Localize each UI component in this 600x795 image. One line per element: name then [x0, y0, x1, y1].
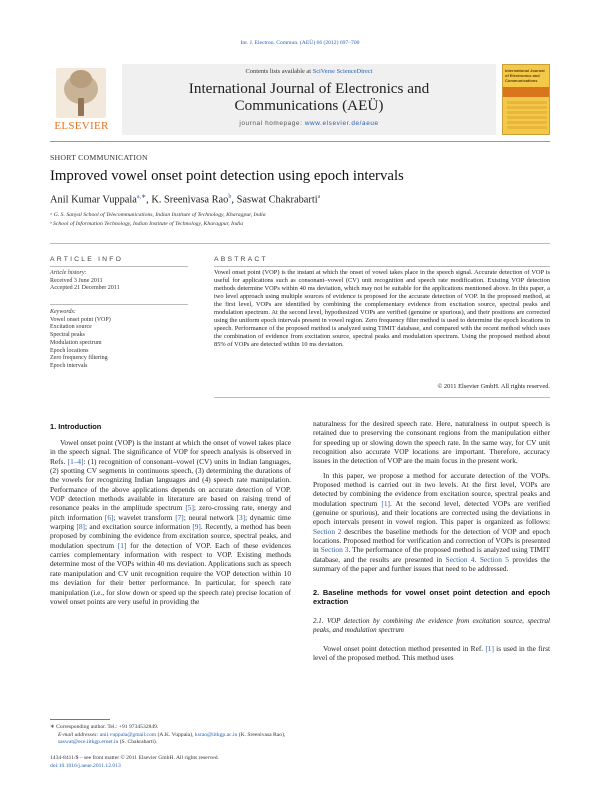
issn-line: 1434-8411/$ – see front matter © 2011 Elsevier GmbH. All rights reserved.: [50, 755, 219, 761]
author-affil-link[interactable]: a: [317, 194, 321, 200]
cover-pattern: [507, 101, 547, 131]
journal-title: International Journal of Electronics and Communications (AEÜ): [188, 80, 430, 114]
publisher-name: ELSEVIER: [54, 120, 109, 132]
affiliation-a: ᵃ G. S. Sanyal School of Telecommunications, Indian Institute of Technology, Kharagpur, India: [50, 212, 266, 218]
paragraph: Vowel onset point (VOP) is the instant at which the onset of vowel takes place in the speech signal. The significance of VOP for speech analysis is observed in Refs. [1–4]: (1) recognition of consonant–vowel (CV) units in Indian languages, (2) spotting CV segments in continuous speech, (3) determining the durations of the vowels for recognizing Indian languages and (4) speech rate manipulation. Performance of the above applications depends on accurate detection of VOP. VOP detection methods available in literature are based on raising trend of resonance peaks in the amplitude spectrum [5]; zero-crossing rate, energy and pitch information [6]; wavelet transform [7]; neural network [3]; dynamic time warping [8]; and excitation source information [9]. Recently, a method has been proposed by combining the evidence from excitation source, spectral peaks, and modulation spectrum [1] for the detection of VOP. Each of these evidences carries complementary information with respect to VOP. Existing methods determine most of the VOPs within 40 ms deviation. Applications such as speech rate manipulation and CV unit recognition require the VOP detection within 10 ms deviation for their better performance. In particular, for speech rate manipulation (i.e., for slow down or speed up the speech rate) precise location of vowel onset points are very useful in providing the: [50, 438, 291, 606]
email-link[interactable]: anil.vuppala@gmail.com: [99, 732, 157, 738]
footnote-divider: [50, 719, 110, 720]
section-link[interactable]: Section 3: [320, 545, 349, 555]
corresponding-author-note: ∗ Corresponding author. Tel.: +91 9734532849.: [50, 724, 159, 730]
section-link[interactable]: Section 4: [445, 554, 475, 564]
ref-link[interactable]: [5]: [185, 503, 194, 513]
paragraph: naturalness for the desired speech rate. Here, naturalness in output speech is retained due to preserving the consonant regions from the manipulation either for speeding up or slowing down the speech rate. In the same way, for CV unit recognition also accurate VOP locations are important. Therefore, accuracy issues in the detection of VOP are the main focus in the present work.: [313, 419, 550, 466]
ref-link[interactable]: [8]: [76, 522, 86, 532]
keyword-item: Epoch locations: [50, 347, 89, 354]
section-heading-introduction: 1. Introduction: [50, 422, 102, 431]
author-name: , K. Sreenivasa Rao: [146, 194, 229, 206]
keyword-item: Zero frequency filtering: [50, 355, 108, 362]
ref-link[interactable]: [3]: [236, 512, 246, 522]
homepage-link[interactable]: www.elsevier.de/aeue: [304, 120, 379, 127]
journal-citation[interactable]: Int. J. Electron. Commun. (AEÜ) 66 (2012) 697–700: [240, 40, 360, 46]
keyword-item: Vowel onset point (VOP): [50, 316, 111, 323]
ref-link[interactable]: [1–4]: [67, 456, 84, 466]
abstract-divider-top: [214, 266, 550, 267]
doi-line: [50, 763, 290, 770]
header-divider: [50, 243, 550, 244]
cover-title: International Journal of Electronics and Communications: [505, 68, 545, 83]
email-link[interactable]: ksrao@iitkgp.ac.in: [194, 732, 238, 738]
abstract-divider: [214, 397, 550, 398]
ref-link[interactable]: [1]: [485, 643, 494, 653]
author-affil-link[interactable]: a,∗: [136, 194, 147, 200]
left-column-body: [50, 438, 291, 606]
masthead-center: [122, 64, 496, 135]
tree-logo-icon: [56, 68, 106, 118]
abstract-heading: ABSTRACT: [214, 256, 268, 263]
article-history: Article history: Received 3 June 2011 Accepted 21 December 2011: [50, 270, 188, 293]
ref-link[interactable]: [6]: [104, 512, 114, 522]
sciencedirect-link[interactable]: SciVerse ScienceDirect: [312, 68, 373, 75]
journal-masthead: [50, 64, 550, 136]
copyright-line: © 2011 Elsevier GmbH. All rights reserved.: [437, 383, 550, 390]
email-note: E-mail addresses: anil.vuppala@gmail.com (A.K. Vuppala), ksrao@iitkgp.ac.in (K. Sreenivasa Rao), saswat@ece.iitkgp.ernet.in (S. Chakrabarti).: [58, 732, 286, 746]
keyword-item: Spectral peaks: [50, 332, 85, 339]
contents-line: Contents lists available at SciVerse ScienceDirect: [245, 68, 373, 75]
email-link[interactable]: saswat@ece.iitkgp.ernet.in: [58, 739, 119, 746]
section-link[interactable]: Section 5: [479, 554, 509, 564]
right-column-body: [313, 419, 550, 662]
info-divider-mid: [50, 304, 188, 305]
info-divider-top: [50, 266, 188, 267]
subsection-heading: 2.1. VOP detection by combining the evidence from excitation source, spectral peaks, and modulation spectrum: [313, 616, 550, 634]
author-name: , Saswat Chakrabarti: [231, 194, 318, 206]
author-list: [50, 193, 320, 205]
section-heading-baseline: 2. Baseline methods for vowel onset point detection and epoch extraction: [313, 587, 550, 606]
paragraph: Vowel onset point detection method presented in Ref. [1] is used in the first level of the proposed method. This method uses: [313, 643, 550, 662]
cover-band: [503, 87, 550, 97]
author-name: Anil Kumar Vuppala: [50, 194, 137, 206]
elsevier-logo[interactable]: [50, 64, 113, 135]
ref-link[interactable]: [1]: [117, 540, 127, 550]
section-link[interactable]: Section 2: [313, 526, 342, 536]
abstract-text: Vowel onset point (VOP) is the instant at which the onset of vowel takes place in the speech signal. Accurate detection of VOP is useful for applications such as consonant–vowel (CV) unit recognition and speech rate modification. Existing VOP detection methods determine VOPs within 40 ms deviation, which may not be suitable for the applications mentioned above. In this paper, a two level approach using multiple sources of evidence is proposed for the accurate detection of VOP. In the proposed method, at the first level, VOPs are identified by combining the complementary evidence from excitation source, spectral peaks and modulation spectrum. At the second level, hypothesized VOPs are verified (genuine or spurious), and their positions are corrected using the uniform epoch intervals present in vowel region. Zero frequency filter method is used to determine the epoch locations in speech. Performance of the proposed method is analyzed using TIMIT database, and compared with the recent method which uses the combination of evidence from excitation source, spectral peaks and modulation spectrum. Using the proposed method about 85% of VOPs are detected within 10 ms deviation.: [214, 269, 550, 348]
author-affil-link[interactable]: b: [228, 194, 232, 200]
accepted-date: Accepted 21 December 2011: [50, 285, 120, 292]
article-type: SHORT COMMUNICATION: [50, 153, 148, 162]
affiliation-b: ᵇ School of Information Technology, Indian Institute of Technology, Kharagpur, India: [50, 221, 244, 227]
keywords-block: Keywords: Vowel onset point (VOP) Excitation source Spectral peaks Modulation spectrum Epoch locations Zero frequency filtering Epoch intervals: [50, 309, 188, 371]
ref-link[interactable]: [9]: [192, 522, 201, 532]
masthead-divider: [50, 141, 550, 142]
doi-link[interactable]: doi:10.1016/j.aeue.2011.12.013: [50, 763, 121, 769]
received-date: Received 3 June 2011: [50, 277, 103, 284]
paragraph: In this paper, we propose a method for accurate detection of the VOPs. Proposed method is carried out in two levels. At the first level, VOPs are detected by combining the evidence from excitation source, spectral peaks and modulation spectrum [1]. At the second level, detected VOPs are verified (genuine or spurious), and their locations are corrected using the deviations in epoch intervals present in vowel region. This paper is organized as follows: Section 2 describes the baseline methods for the detection of VOP and epoch locations. Proposed method for verification and correction of VOPs is presented in Section 3. The performance of the proposed method is analyzed using TIMIT database, and the results are presented in Section 4. Section 5 provides the summary of the paper and further issues that need to be addressed.: [313, 470, 551, 574]
article-info-heading: ARTICLE INFO: [50, 256, 124, 263]
keyword-item: Epoch intervals: [50, 362, 88, 369]
journal-cover-image[interactable]: [502, 64, 550, 135]
keyword-item: Modulation spectrum: [50, 339, 102, 346]
keyword-item: Excitation source: [50, 324, 92, 331]
ref-link[interactable]: [1]: [381, 498, 390, 508]
ref-link[interactable]: [7]: [175, 512, 184, 522]
homepage-line: journal homepage: www.elsevier.de/aeue: [239, 120, 379, 127]
article-title: Improved vowel onset point detection using epoch intervals: [50, 168, 404, 184]
